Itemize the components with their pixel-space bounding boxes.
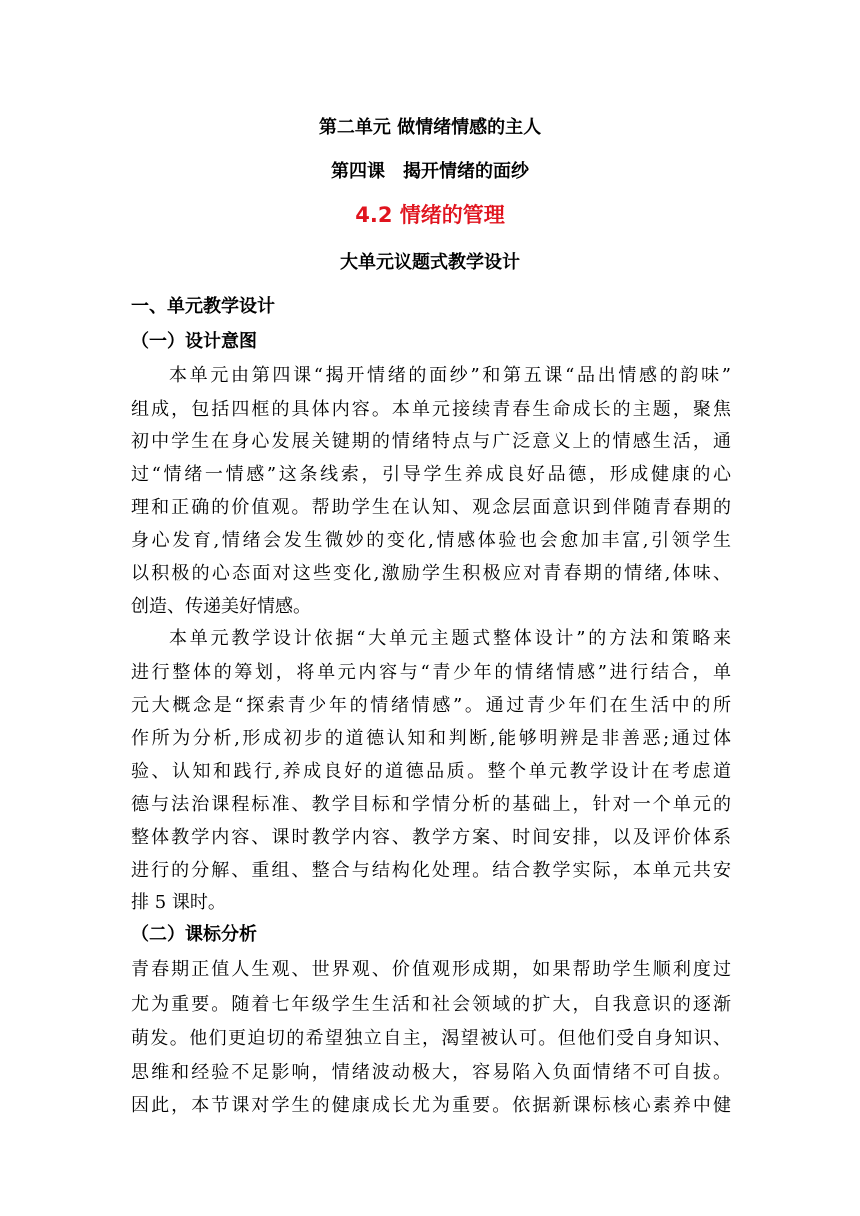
sub2-heading: （二）课标分析 <box>131 924 257 945</box>
paragraph-line: 青春期正值人生观、世界观、价值观形成期，如果帮助学生顺利度过 <box>131 959 731 980</box>
paragraph-line: 以积极的心态面对这些变化,激励学生积极应对青春期的情绪,体味、 <box>131 563 731 584</box>
paragraph-line: 因此，本节课对学生的健康成长尤为重要。依据新课标核心素养中健 <box>131 1095 731 1116</box>
paragraph-line: 进行整体的筹划，将单元内容与“青少年的情绪情感”进行结合，单 <box>131 662 731 683</box>
unit-title: 第二单元 做情绪情感的主人 <box>318 117 542 138</box>
paragraph-line: 德与法治课程标准、教学目标和学情分析的基础上，针对一个单元的 <box>131 794 731 815</box>
paragraph-line: 初中学生在身心发展关键期的情绪特点与广泛意义上的情感生活，通 <box>131 431 731 452</box>
paragraph-line: 身心发育,情绪会发生微妙的变化,情感体验也会愈加丰富,引领学生 <box>131 530 731 551</box>
paragraph-line: 过“情绪一情感”这条线索，引导学生养成良好品德，形成健康的心 <box>131 464 731 485</box>
section-title: 4.2 情绪的管理 <box>355 203 505 227</box>
paragraph-line: 本单元教学设计依据“大单元主题式整体设计”的方法和策略来 <box>169 628 731 649</box>
section1-heading: 一、单元教学设计 <box>131 296 275 317</box>
paragraph-line: 元大概念是“探索青少年的情绪情感”。通过青少年们在生活中的所 <box>131 695 731 716</box>
paragraph-line: 本单元由第四课“揭开情绪的面纱”和第五课“品出情感的韵味” <box>169 365 731 386</box>
paragraph-line: 组成，包括四框的具体内容。本单元接续青春生命成长的主题，聚焦 <box>131 399 731 420</box>
paragraph-line: 进行的分解、重组、整合与结构化处理。结合教学实际，本单元共安 <box>131 860 731 881</box>
paragraph-line: 整体教学内容、课时教学内容、教学方案、时间安排，以及评价体系 <box>131 827 731 848</box>
paragraph-line: 理和正确的价值观。帮助学生在认知、观念层面意识到伴随青春期的 <box>131 497 731 518</box>
paragraph-line: 作所为分析,形成初步的道德认知和判断,能够明辨是非善恶;通过体 <box>131 728 731 749</box>
paragraph-line: 萌发。他们更迫切的希望独立自主，渴望被认可。但他们受自身知识、 <box>131 1028 731 1049</box>
sub1-heading: （一）设计意图 <box>131 331 257 352</box>
paragraph-line: 排 5 课时。 <box>131 892 226 913</box>
paragraph-line: 创造、传递美好情感。 <box>131 596 311 617</box>
lesson-title: 第四课 揭开情绪的面纱 <box>331 161 529 182</box>
paragraph-line: 尤为重要。随着七年级学生生活和社会领域的扩大，自我意识的逐渐 <box>131 994 731 1015</box>
design-title: 大单元议题式教学设计 <box>340 252 520 273</box>
paragraph-line: 验、认知和践行,养成良好的道德品质。整个单元教学设计在考虑道 <box>131 761 731 782</box>
paragraph-line: 思维和经验不足影响，情绪波动极大，容易陷入负面情绪不可自拔。 <box>131 1062 731 1083</box>
